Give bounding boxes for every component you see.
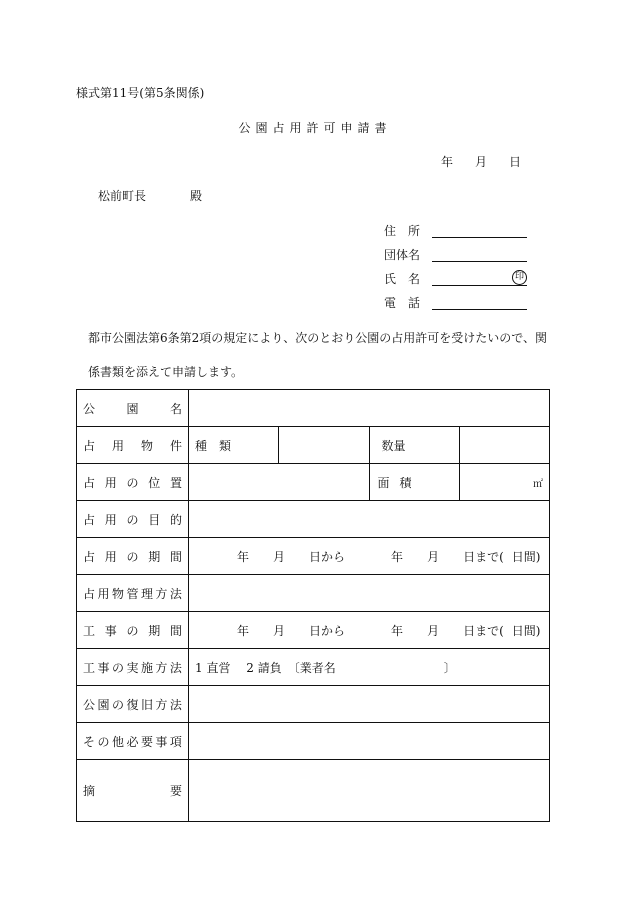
applicant-name-row (384, 270, 534, 288)
table-row (77, 723, 550, 760)
construction-period-field[interactable] (189, 612, 550, 649)
label-char: 用 (104, 475, 117, 490)
occupation-period-label (77, 538, 189, 575)
name-label: 氏 名 (384, 272, 421, 286)
construction-options: 1 直営 2 請負 〔業者名 (195, 660, 336, 675)
label-char: 法 (169, 586, 182, 601)
label-char: そ (83, 734, 96, 749)
label-char: の (126, 475, 139, 490)
date-line (441, 153, 521, 170)
label-char: 復 (126, 697, 139, 712)
phone-field[interactable] (432, 309, 527, 310)
phone-label: 電 話 (384, 296, 421, 310)
management-method-field[interactable] (189, 575, 550, 612)
construction-period-text (83, 622, 182, 639)
label-char: 実 (126, 660, 139, 675)
table-row (77, 427, 550, 464)
label-char: 積 (399, 475, 412, 490)
purpose-text (83, 511, 182, 528)
applicant-organization-row (384, 246, 534, 264)
label-char: 工 (83, 623, 96, 638)
construction-method-text (83, 659, 182, 676)
period-month: 月 (273, 549, 286, 564)
remarks-field[interactable] (189, 760, 550, 822)
table-row (77, 760, 550, 822)
label-char: 摘 (83, 784, 96, 798)
label-char: 必 (126, 734, 139, 749)
location-label (77, 464, 189, 501)
label-char: の (111, 660, 124, 675)
label-char: 他 (111, 734, 124, 749)
date-day: 日 (509, 155, 522, 169)
label-char: 項 (169, 734, 182, 749)
location-text (83, 474, 182, 491)
kind-text (195, 437, 231, 454)
other-items-field[interactable] (189, 723, 550, 760)
table-row (77, 686, 550, 723)
area-field[interactable] (459, 464, 549, 501)
applicant-address-row (384, 222, 534, 240)
period-month-2: 月 (427, 549, 440, 564)
quantity-field[interactable] (459, 427, 549, 464)
period-year-2: 年 (391, 549, 404, 564)
label-char: 物 (111, 586, 124, 601)
label-char: 方 (155, 660, 168, 675)
area-unit: ㎡ (533, 478, 543, 490)
addressee-honorific: 殿 (190, 189, 203, 203)
applicant-phone-row (384, 294, 534, 312)
addressee (98, 187, 202, 204)
label-char: 間 (169, 549, 182, 564)
period-days: 日間) (511, 623, 541, 638)
table-row (77, 501, 550, 538)
table-row (77, 612, 550, 649)
label-char: 用 (111, 438, 124, 453)
label-char: 占 (83, 549, 96, 564)
period-year: 年 (237, 549, 250, 564)
label-char: 要 (140, 734, 153, 749)
period-until: 日まで( (463, 623, 504, 638)
label-char: の (111, 697, 124, 712)
label-char: 用 (104, 512, 117, 527)
address-field[interactable] (432, 237, 527, 238)
restoration-method-text (83, 696, 182, 713)
period-until: 日まで( (463, 549, 504, 564)
table-row (77, 390, 550, 427)
period-days: 日間) (511, 549, 541, 564)
area-label (369, 464, 459, 501)
label-char: 量 (393, 438, 406, 453)
period-month: 月 (273, 623, 286, 638)
occupation-period-field[interactable] (189, 538, 550, 575)
label-char: 占 (83, 475, 96, 490)
remarks-text (83, 782, 182, 799)
occupying-object-text (83, 437, 182, 454)
addressee-name: 松前町長 (98, 189, 147, 203)
area-text (378, 474, 412, 491)
label-char: 類 (218, 438, 231, 453)
park-name-text (83, 400, 182, 417)
label-char: 事 (155, 734, 168, 749)
document-title: 公園占用許可申請書 (238, 121, 392, 135)
organization-field[interactable] (432, 261, 527, 262)
label-char: 園 (126, 401, 139, 416)
label-char: 理 (140, 586, 153, 601)
label-char: 占 (83, 512, 96, 527)
label-char: 面 (377, 475, 390, 490)
park-name-field[interactable] (189, 390, 550, 427)
name-field[interactable] (432, 285, 527, 286)
other-items-text (83, 733, 182, 750)
label-char: 件 (169, 438, 182, 453)
period-from: 日から (309, 549, 346, 564)
label-char: 占 (83, 586, 96, 601)
construction-period-template (195, 622, 543, 639)
address-label: 住 所 (384, 224, 421, 238)
organization-label: 団体名 (384, 248, 421, 262)
label-char: 方 (155, 697, 168, 712)
label-char: 種 (195, 438, 208, 453)
period-month-2: 月 (427, 623, 440, 638)
label-char: 法 (169, 697, 182, 712)
purpose-label (77, 501, 189, 538)
label-char: 置 (169, 475, 182, 490)
quantity-text (382, 437, 406, 454)
label-char: 期 (148, 549, 161, 564)
label-char: 管 (126, 586, 139, 601)
label-char: 工 (83, 660, 96, 675)
period-from: 日から (309, 623, 346, 638)
location-field[interactable] (189, 464, 370, 501)
construction-method-field[interactable] (189, 649, 550, 686)
label-char: 物 (140, 438, 153, 453)
label-char: 占 (83, 438, 96, 453)
label-char: の (126, 512, 139, 527)
label-char: の (126, 623, 139, 638)
label-char: 用 (104, 549, 117, 564)
statement-line-1: 都市公園法第6条第2項の規定により、次のとおり公園の占用許可を受けたいので、関 (88, 331, 548, 345)
date-month: 月 (475, 155, 488, 169)
label-char: 事 (104, 623, 117, 638)
label-char: 事 (97, 660, 110, 675)
occupation-period-template (195, 548, 543, 565)
remarks-label (77, 760, 189, 822)
date-year: 年 (441, 155, 454, 169)
label-char: 用 (97, 586, 110, 601)
statement-line-2: 係書類を添えて申請します。 (88, 365, 244, 379)
form-number: 様式第11号(第5条関係) (76, 86, 205, 100)
label-char: 期 (148, 623, 161, 638)
kind-field[interactable] (279, 427, 369, 464)
label-char: 園 (97, 697, 110, 712)
restoration-method-field[interactable] (189, 686, 550, 723)
label-char: 位 (148, 475, 161, 490)
label-char: 法 (169, 660, 182, 675)
quantity-label (369, 427, 459, 464)
occupation-period-text (83, 548, 182, 565)
label-char: の (126, 549, 139, 564)
label-char: 旧 (140, 697, 153, 712)
label-char: 方 (155, 586, 168, 601)
table-row (77, 649, 550, 686)
management-method-text (83, 585, 182, 602)
period-year-2: 年 (391, 623, 404, 638)
label-char: 数 (381, 438, 394, 453)
construction-method-label (77, 649, 189, 686)
label-char: 要 (169, 784, 182, 798)
kind-label (189, 427, 279, 464)
seal-mark: 印 (512, 270, 527, 285)
label-char: 目 (148, 512, 161, 527)
other-items-label (77, 723, 189, 760)
label-char: 施 (140, 660, 153, 675)
label-char: 的 (169, 512, 182, 527)
restoration-method-label (77, 686, 189, 723)
label-char: 名 (169, 401, 182, 416)
table-row (77, 464, 550, 501)
table-row (77, 575, 550, 612)
application-table (76, 389, 550, 822)
period-year: 年 (237, 623, 250, 638)
table-row (77, 538, 550, 575)
bracket-close: 〕 (443, 660, 456, 675)
label-char: の (97, 734, 110, 749)
park-name-label (77, 390, 189, 427)
purpose-field[interactable] (189, 501, 550, 538)
label-char: 公 (83, 697, 96, 712)
construction-period-label (77, 612, 189, 649)
label-char: 公 (83, 401, 96, 416)
management-method-label (77, 575, 189, 612)
label-char: 間 (169, 623, 182, 638)
occupying-object-label (77, 427, 189, 464)
